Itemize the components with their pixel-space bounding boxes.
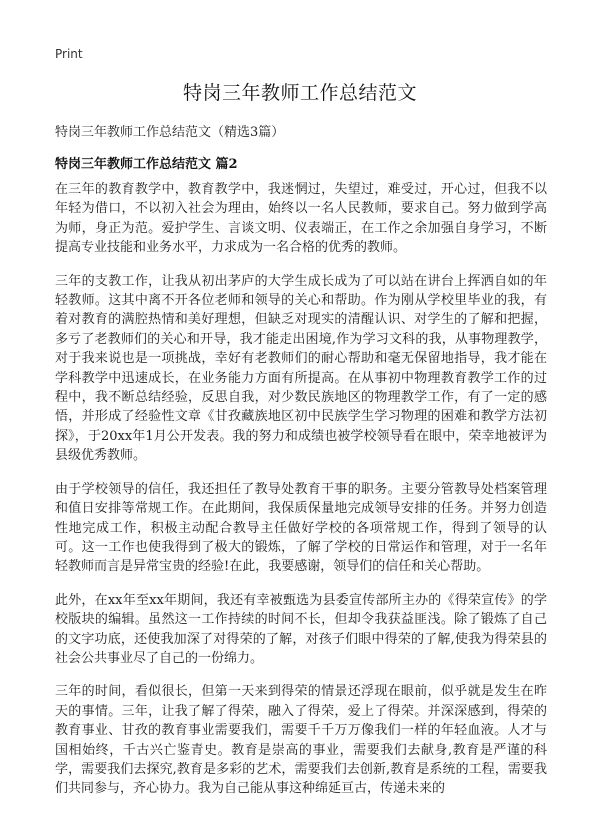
paragraph-1: 在三年的教育教学中，教育教学中，我迷惘过，失望过，难受过，开心过，但我不以年轻为借口，不以初入社会为理由，始终以一名人民教师，要求自己。努力做到学高为师，身正为范。爱护学生、言谈文明、仪表端正，在工作之余加强自身学习，不断提高专业技能和业务水平，力求成为一名合格的优秀的教师。 bbox=[55, 182, 547, 256]
page-title: 特岗三年教师工作总结范文 bbox=[182, 82, 417, 104]
section-heading: 特岗三年教师工作总结范文 篇2 bbox=[55, 157, 238, 172]
paragraph-5: 三年的时间，看似很长，但第一天来到得荣的情景还浮现在眼前，似乎就是发生在昨天的事情。三年，让我了解了得荣，融入了得荣，爱上了得荣。并深深感到，得荣的教育事业、甘孜的教育事业需要我们，需要千千万万像我们一样的年轻血液。人才与国相始终，千古兴亡鉴青史。教育是崇高的事业，需要我们去献身,教育是严谨的科学，需要我们去探究,教育是多彩的艺术，需要我们去创新,教育是系统的工程，需要我们共同参与，齐心协力。我为自己能从事这种绵延亘古，传递未来的 bbox=[55, 684, 547, 797]
paragraph-3: 由于学校领导的信任，我还担任了教导处教育干事的职务。主要分管教导处档案管理和值日安排等常规工作。在此期间，我保质保量地完成领导安排的任务。并努力创造性地完成工作，积极主动配合教导主任做好学校的各项常规工作，得到了领导的认可。这一工作也使我得到了极大的锻炼，了解了学校的日常运作和管理，对于一名年轻教师而言是异常宝贵的经验!在此，我要感谢，领导们的信任和关心帮助。 bbox=[55, 481, 547, 575]
document-subtitle: 特岗三年教师工作总结范文（精选3篇） bbox=[55, 125, 285, 140]
paragraph-4: 此外，在xx年至xx年期间，我还有幸被甄选为县委宣传部所主办的《得荣宣传》的学校版块的编辑。虽然这一工作持续的时间不长，但却令我获益匪浅。除了锻炼了自己的文字功底，还使我加深了对得荣的了解，对孩子们眼中得荣的了解,使我为得荣县的社会公共事业尽了自己的一份绵力。 bbox=[55, 592, 547, 666]
print-label[interactable]: Print bbox=[55, 47, 83, 61]
paragraph-2: 三年的支教工作，让我从初出茅庐的大学生成长成为了可以站在讲台上挥洒自如的年轻教师。这其中离不开各位老师和领导的关心和帮助。作为刚从学校里毕业的我，有着对教育的满腔热情和美好理想，但缺乏对现实的清醒认识、对学生的了解和把握，多亏了老教师们的关心和开导，我才能走出困境,作为学习文科的我，从事物理教学，对于我来说也是一项挑战，幸好有老教师们的耐心帮助和毫无保留地指导，我才能在学科教学中迅速成长，在业务能力方面有所提高。在从事初中物理教育教学工作的过程中，我不断总结经验，反思自我，对少数民族地区的物理教学工作，有了一定的感悟，并形成了经验性文章《甘孜藏族地区初中民族学生学习物理的困难和教学方法初探》，于20xx年1月公开发表。我的努力和成绩也被学校领导看在眼中，荣幸地被评为县级优秀教师。 bbox=[55, 273, 547, 464]
document-body bbox=[55, 180, 547, 813]
